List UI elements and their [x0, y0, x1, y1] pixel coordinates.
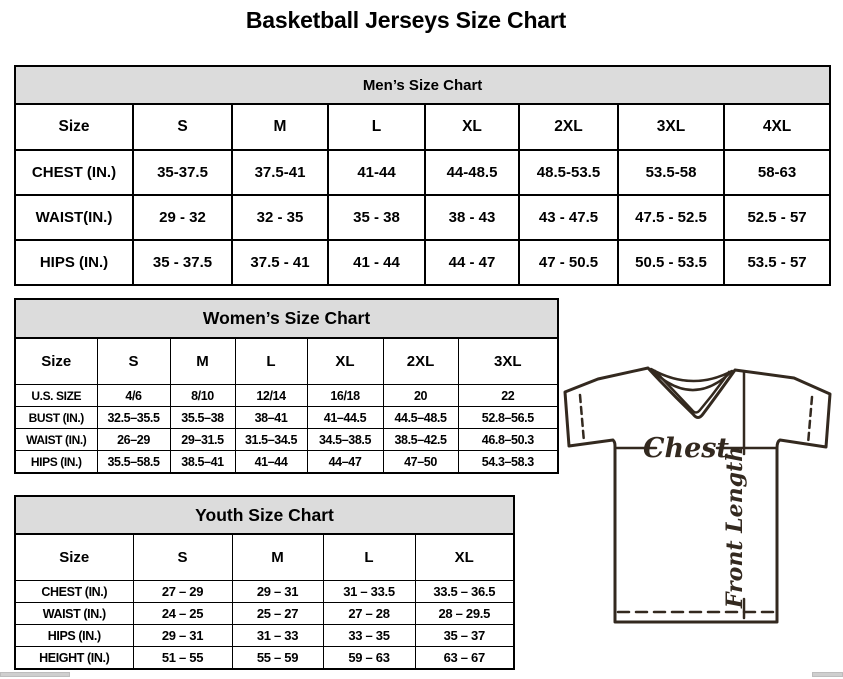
table-cell: 55 – 59 — [232, 647, 323, 670]
table-cell: 31 – 33.5 — [323, 581, 415, 603]
row-label: WAIST (IN.) — [15, 429, 97, 451]
table-cell: 58-63 — [724, 150, 830, 195]
table-cell: 47.5 - 52.5 — [618, 195, 724, 240]
table-row — [15, 625, 514, 647]
jersey-measurement-diagram — [556, 360, 836, 630]
table-cell: 35-37.5 — [133, 150, 232, 195]
row-label: HEIGHT (IN.) — [15, 647, 133, 670]
table-cell: 43 - 47.5 — [519, 195, 618, 240]
table-cell: 63 – 67 — [415, 647, 514, 670]
table-cell: 47 - 50.5 — [519, 240, 618, 285]
table-row — [15, 195, 830, 240]
table-cell: 27 – 28 — [323, 603, 415, 625]
table-row — [15, 407, 558, 429]
mens-size-chart-table — [14, 65, 831, 286]
table-cell: 27 – 29 — [133, 581, 232, 603]
column-header: 2XL — [383, 338, 458, 385]
row-label: Size — [15, 104, 133, 150]
table-cell: 59 – 63 — [323, 647, 415, 670]
table-cell: 33.5 – 36.5 — [415, 581, 514, 603]
table-cell: 31.5–34.5 — [235, 429, 307, 451]
table-cell: 50.5 - 53.5 — [618, 240, 724, 285]
table-cell: 41 - 44 — [328, 240, 425, 285]
table-row — [15, 581, 514, 603]
table-cell: 41-44 — [328, 150, 425, 195]
row-label: HIPS (IN.) — [15, 451, 97, 474]
table-row — [15, 104, 830, 150]
table-cell: 52.5 - 57 — [724, 195, 830, 240]
row-label: WAIST(IN.) — [15, 195, 133, 240]
table-cell: 28 – 29.5 — [415, 603, 514, 625]
table-cell: 24 – 25 — [133, 603, 232, 625]
column-header: L — [235, 338, 307, 385]
table-cell: 44 - 47 — [425, 240, 519, 285]
row-label: WAIST (IN.) — [15, 603, 133, 625]
table-cell: 35.5–38 — [170, 407, 235, 429]
table-cell: 37.5 - 41 — [232, 240, 328, 285]
table-row — [15, 299, 558, 338]
column-header: XL — [307, 338, 383, 385]
column-header: 2XL — [519, 104, 618, 150]
table-cell: 44-48.5 — [425, 150, 519, 195]
jersey-outline — [565, 368, 830, 622]
table-cell: 29–31.5 — [170, 429, 235, 451]
table-cell: 41–44.5 — [307, 407, 383, 429]
column-header: M — [232, 534, 323, 581]
table-cell: 47–50 — [383, 451, 458, 474]
table-cell: 37.5-41 — [232, 150, 328, 195]
chest-label: Chest — [643, 433, 729, 464]
table-cell: 29 – 31 — [133, 625, 232, 647]
table-cell: 41–44 — [235, 451, 307, 474]
horizontal-scrollbar-thumb-right[interactable] — [812, 672, 843, 677]
youth-chart-title: Youth Size Chart — [15, 496, 514, 534]
table-cell: 54.3–58.3 — [458, 451, 558, 474]
table-cell: 29 – 31 — [232, 581, 323, 603]
table-row — [15, 603, 514, 625]
row-label: HIPS (IN.) — [15, 625, 133, 647]
column-header: L — [328, 104, 425, 150]
table-cell: 31 – 33 — [232, 625, 323, 647]
mens-chart-title: Men’s Size Chart — [15, 66, 830, 104]
column-header: 4XL — [724, 104, 830, 150]
row-label: CHEST (IN.) — [15, 581, 133, 603]
table-cell: 35 – 37 — [415, 625, 514, 647]
column-header: S — [133, 104, 232, 150]
column-header: XL — [425, 104, 519, 150]
column-header: 3XL — [458, 338, 558, 385]
table-cell: 38–41 — [235, 407, 307, 429]
row-label: U.S. SIZE — [15, 385, 97, 407]
column-header: L — [323, 534, 415, 581]
table-cell: 32.5–35.5 — [97, 407, 170, 429]
table-cell: 53.5-58 — [618, 150, 724, 195]
table-cell: 38.5–41 — [170, 451, 235, 474]
table-cell: 8/10 — [170, 385, 235, 407]
column-header: 3XL — [618, 104, 724, 150]
table-cell: 53.5 - 57 — [724, 240, 830, 285]
table-cell: 22 — [458, 385, 558, 407]
table-row — [15, 496, 514, 534]
column-header: M — [232, 104, 328, 150]
table-cell: 38 - 43 — [425, 195, 519, 240]
table-row — [15, 534, 514, 581]
column-header: S — [133, 534, 232, 581]
table-cell: 35 - 37.5 — [133, 240, 232, 285]
column-header: M — [170, 338, 235, 385]
womens-chart-title: Women’s Size Chart — [15, 299, 558, 338]
front-length-label: Front Length — [722, 445, 748, 609]
row-label: CHEST (IN.) — [15, 150, 133, 195]
table-cell: 16/18 — [307, 385, 383, 407]
table-cell: 4/6 — [97, 385, 170, 407]
table-row — [15, 150, 830, 195]
table-cell: 51 – 55 — [133, 647, 232, 670]
youth-size-chart-table — [14, 495, 515, 670]
table-cell: 12/14 — [235, 385, 307, 407]
table-cell: 20 — [383, 385, 458, 407]
table-row — [15, 647, 514, 670]
table-row — [15, 451, 558, 474]
horizontal-scrollbar-thumb-left[interactable] — [0, 672, 70, 677]
table-cell: 33 – 35 — [323, 625, 415, 647]
row-label: HIPS (IN.) — [15, 240, 133, 285]
womens-size-chart-table — [14, 298, 559, 474]
table-cell: 44.5–48.5 — [383, 407, 458, 429]
column-header: S — [97, 338, 170, 385]
table-row — [15, 385, 558, 407]
table-row — [15, 429, 558, 451]
page-title: Basketball Jerseys Size Chart — [245, 7, 567, 33]
table-cell: 48.5-53.5 — [519, 150, 618, 195]
table-row — [15, 240, 830, 285]
row-label: BUST (IN.) — [15, 407, 97, 429]
table-row — [15, 338, 558, 385]
table-cell: 32 - 35 — [232, 195, 328, 240]
table-cell: 26–29 — [97, 429, 170, 451]
table-cell: 44–47 — [307, 451, 383, 474]
row-label: Size — [15, 534, 133, 581]
table-row — [15, 66, 830, 104]
table-cell: 35 - 38 — [328, 195, 425, 240]
table-cell: 29 - 32 — [133, 195, 232, 240]
table-cell: 25 – 27 — [232, 603, 323, 625]
table-cell: 35.5–58.5 — [97, 451, 170, 474]
table-cell: 34.5–38.5 — [307, 429, 383, 451]
table-cell: 46.8–50.3 — [458, 429, 558, 451]
table-cell: 52.8–56.5 — [458, 407, 558, 429]
row-label: Size — [15, 338, 97, 385]
table-cell: 38.5–42.5 — [383, 429, 458, 451]
column-header: XL — [415, 534, 514, 581]
